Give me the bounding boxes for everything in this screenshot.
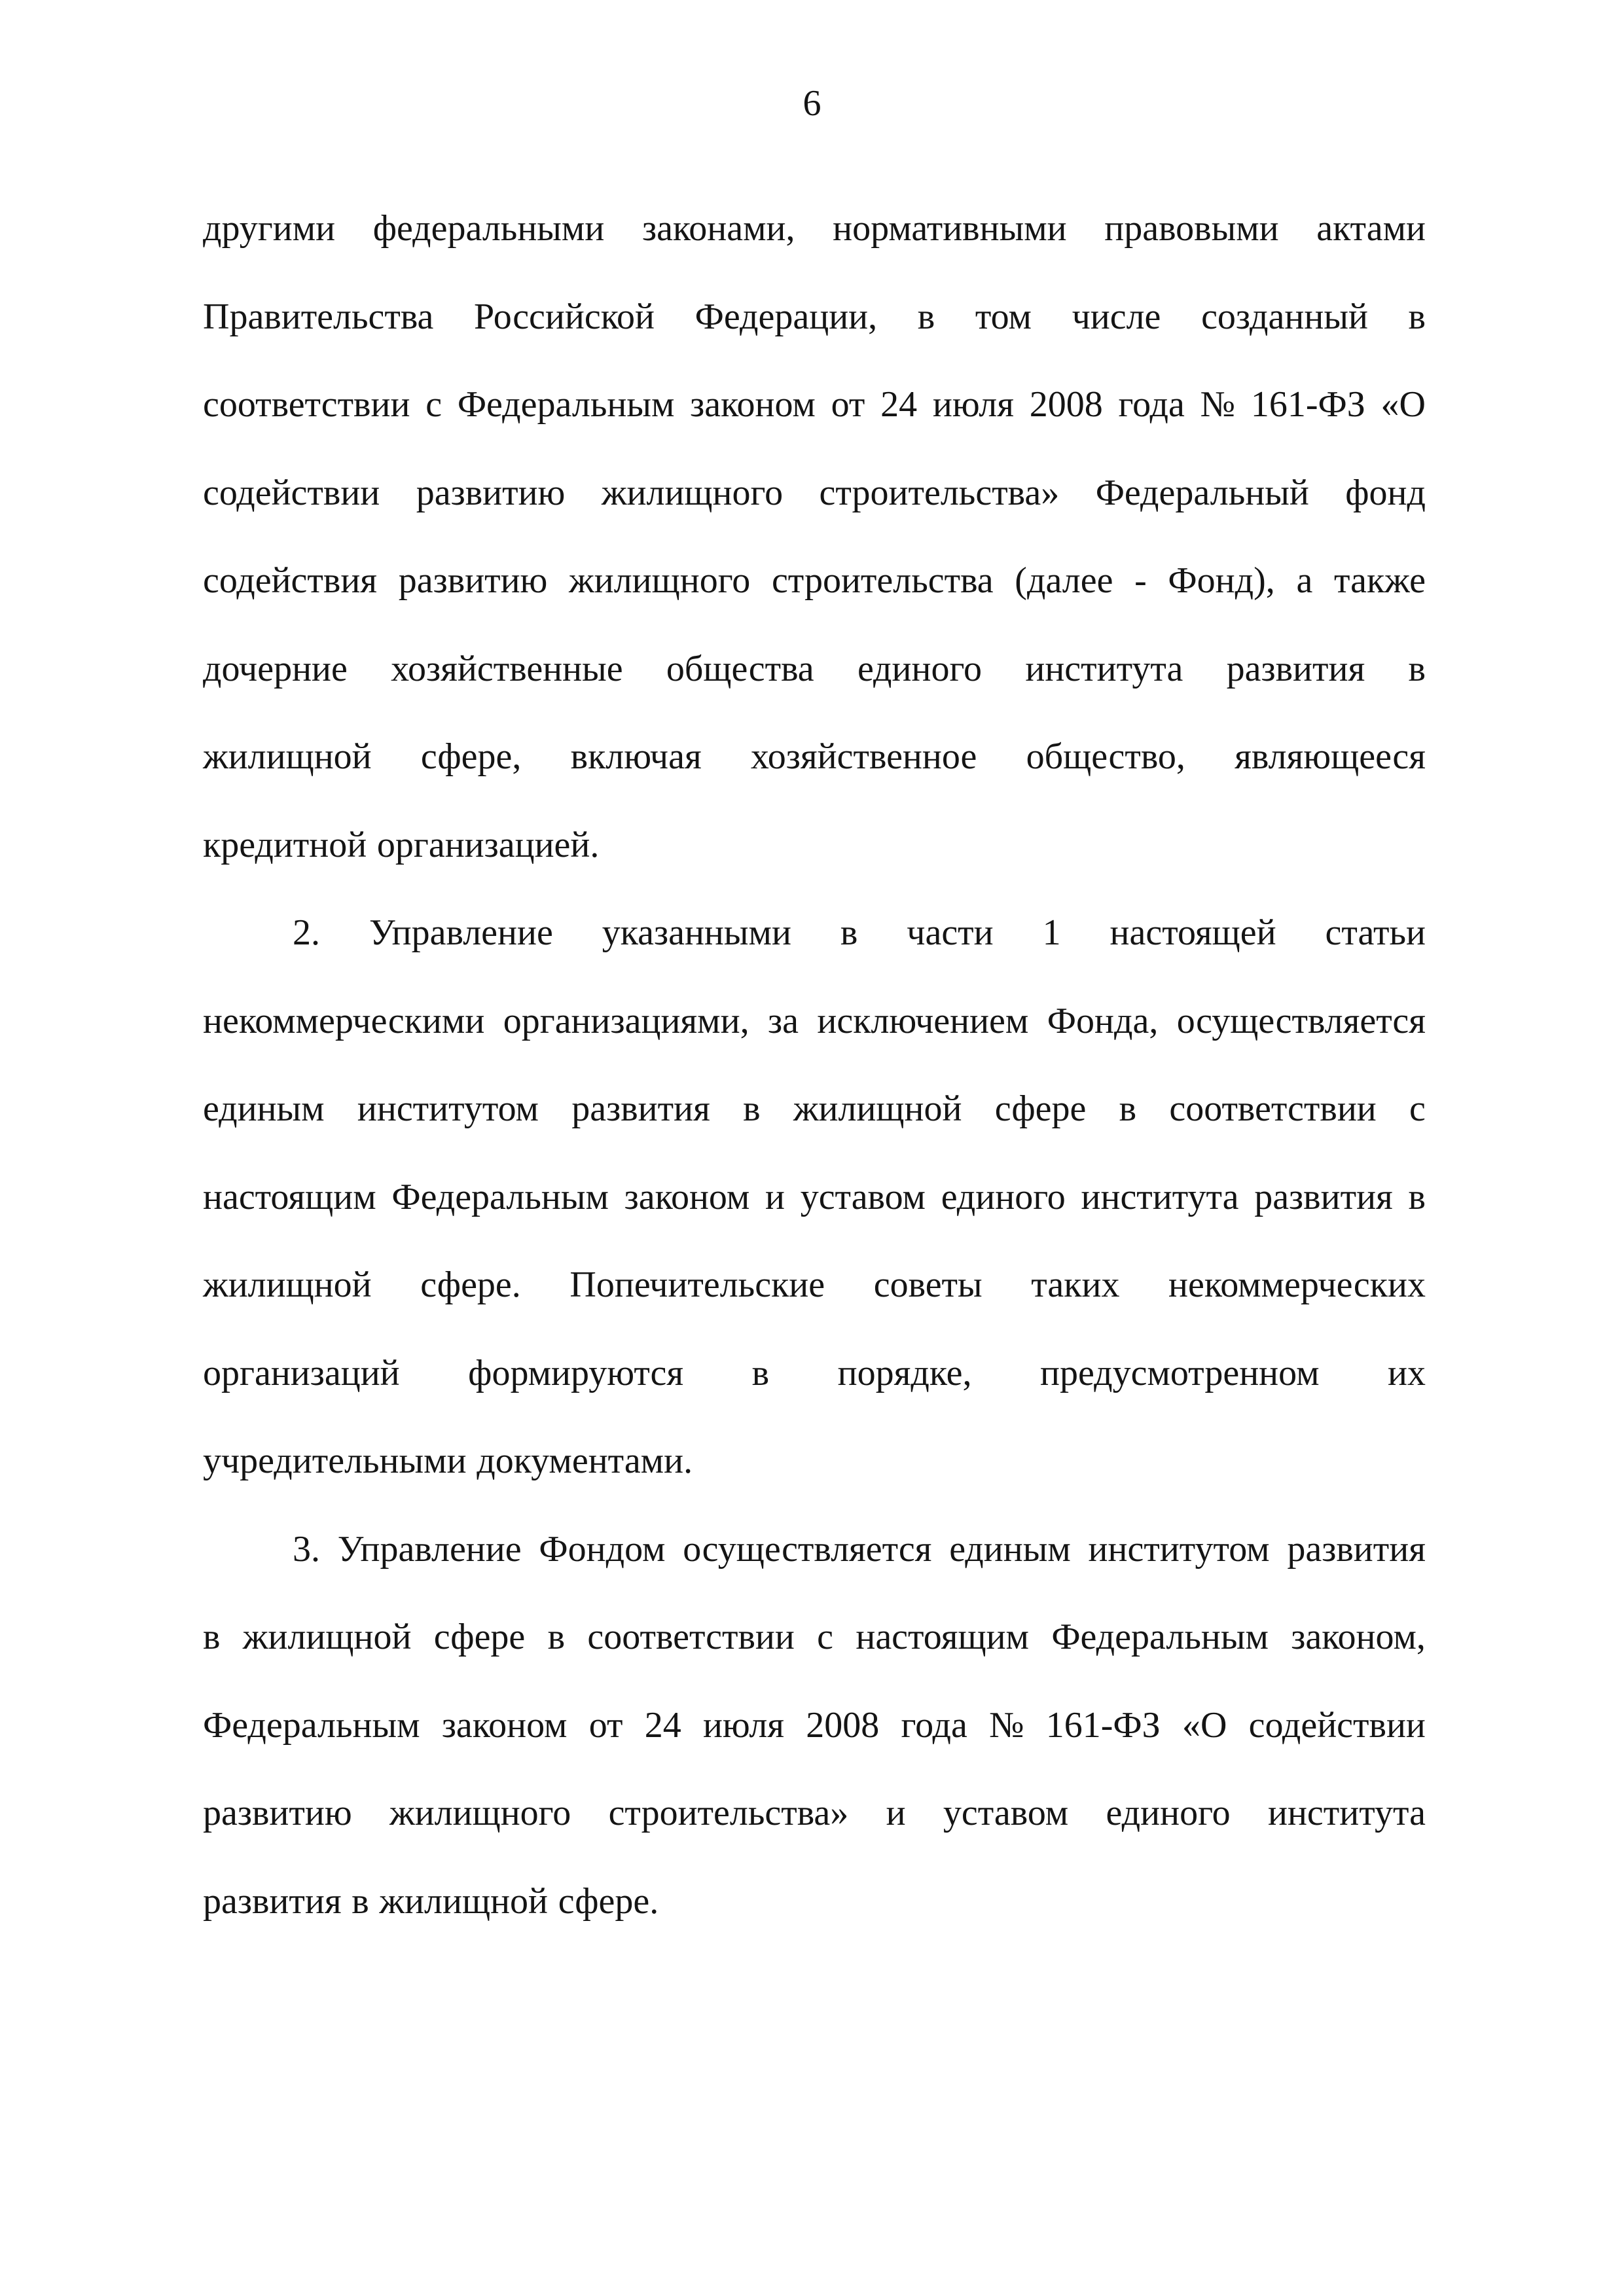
word: 24 <box>880 384 918 425</box>
word: от <box>588 1704 623 1746</box>
word: соответствии <box>203 384 410 425</box>
word: Фонда, <box>1047 1000 1159 1041</box>
word: жилищной <box>242 1617 412 1657</box>
word: дочерние <box>203 648 348 689</box>
text-line <box>203 1857 1426 1946</box>
word: организациями, <box>503 1000 749 1041</box>
word: года <box>1118 384 1185 425</box>
word: строительства» <box>819 472 1060 513</box>
word: единого <box>1106 1793 1231 1833</box>
word: организацией. <box>376 824 600 865</box>
text-line <box>203 185 1426 273</box>
word: а <box>1296 560 1313 601</box>
word: осуществляется <box>683 1528 932 1570</box>
word: документами. <box>477 1441 693 1481</box>
word: строительства» <box>608 1793 849 1833</box>
word: формируются <box>468 1352 684 1393</box>
word: содействии <box>203 472 380 513</box>
text-line <box>203 273 1426 361</box>
text-line <box>203 1153 1426 1242</box>
word: указанными <box>602 912 791 953</box>
word: другими <box>203 208 336 249</box>
word: года <box>901 1704 967 1746</box>
word: жилищного <box>389 1793 571 1833</box>
word: «О <box>1182 1704 1227 1746</box>
text-line <box>203 1329 1426 1418</box>
word: с <box>817 1617 834 1657</box>
word: развития <box>571 1088 710 1129</box>
word: созданный <box>1201 296 1368 337</box>
word: соответствии <box>587 1617 795 1657</box>
word: законом <box>690 384 816 425</box>
word: числе <box>1072 296 1161 337</box>
text-line <box>203 1593 1426 1681</box>
word: порядке, <box>837 1352 972 1393</box>
word: развитию <box>398 560 548 601</box>
word: № <box>1200 384 1236 425</box>
word: Управление <box>369 912 553 953</box>
word: настоящим <box>203 1176 376 1217</box>
word: жилищной <box>203 736 372 777</box>
word: соответствии <box>1169 1088 1377 1129</box>
word: 2008 <box>1029 384 1103 425</box>
word: уставом <box>943 1793 1069 1833</box>
word: Федеральным <box>457 384 675 425</box>
word: актами <box>1316 208 1426 249</box>
word: институтом <box>357 1088 539 1129</box>
word: являющееся <box>1235 736 1426 777</box>
word: (далее <box>1015 560 1113 601</box>
word: настоящей <box>1110 912 1276 953</box>
word: общество, <box>1026 736 1185 777</box>
word: жилищного <box>601 472 784 513</box>
word: 3. <box>293 1528 320 1570</box>
word: июля <box>702 1704 785 1746</box>
paragraph <box>203 185 1426 889</box>
word: уставом <box>800 1176 926 1217</box>
word: сфере. <box>420 1265 521 1305</box>
word: жилищного <box>569 560 751 601</box>
word: их <box>1388 1352 1426 1393</box>
word: института <box>1081 1176 1239 1217</box>
word: строительства <box>771 560 994 601</box>
word: общества <box>666 648 814 689</box>
word: 24 <box>644 1704 681 1746</box>
word: том <box>975 296 1032 337</box>
word: законом <box>441 1704 568 1746</box>
word: - <box>1134 560 1147 601</box>
word: законом <box>624 1176 750 1217</box>
word: учредительными <box>203 1441 467 1481</box>
word: с <box>1409 1088 1426 1129</box>
word: некоммерческими <box>203 1000 485 1041</box>
word: осуществляется <box>1176 1000 1426 1041</box>
word: развитию <box>416 472 566 513</box>
paragraph <box>203 1505 1426 1946</box>
word: сфере, <box>420 736 522 777</box>
word: в <box>840 912 858 953</box>
text-line <box>203 1417 1426 1505</box>
word: Федеральным <box>1051 1617 1269 1657</box>
word: в <box>547 1617 566 1657</box>
word: развития <box>203 1880 342 1922</box>
word: законами, <box>641 208 795 249</box>
word: от <box>831 384 865 425</box>
word: в <box>1119 1088 1137 1129</box>
text-line <box>203 1769 1426 1857</box>
word: части <box>907 912 994 953</box>
word: в <box>352 1880 369 1922</box>
word: предусмотренном <box>1040 1352 1320 1393</box>
word: 161-ФЗ <box>1250 384 1365 425</box>
document-body <box>203 185 1426 1945</box>
word: сфере <box>994 1088 1087 1129</box>
word: и <box>765 1176 785 1217</box>
word: организаций <box>203 1352 400 1393</box>
word: нормативными <box>833 208 1067 249</box>
word: развитию <box>203 1793 352 1833</box>
word: развития <box>1254 1176 1393 1217</box>
word: июля <box>932 384 1014 425</box>
word: «О <box>1380 384 1426 425</box>
word: советы <box>873 1265 983 1305</box>
word: Федеральным <box>391 1176 609 1217</box>
word: статьи <box>1325 912 1426 953</box>
word: в <box>917 296 935 337</box>
word: жилищной <box>379 1880 549 1922</box>
word: содействия <box>203 560 378 601</box>
text-line <box>203 713 1426 801</box>
word: жилищной <box>203 1265 372 1305</box>
word: в <box>1408 1176 1426 1217</box>
word: таких <box>1031 1265 1120 1305</box>
word: единым <box>949 1528 1071 1570</box>
word: развития <box>1287 1528 1426 1570</box>
word: хозяйственные <box>391 648 623 689</box>
text-line <box>203 1505 1426 1594</box>
text-line <box>203 977 1426 1066</box>
word: Фондом <box>539 1528 666 1570</box>
word: 1 <box>1042 912 1061 953</box>
word: хозяйственное <box>750 736 977 777</box>
word: в <box>743 1088 761 1129</box>
word: исключением <box>817 1000 1029 1041</box>
word: с <box>425 384 442 425</box>
paragraph <box>203 889 1426 1505</box>
text-line <box>203 1681 1426 1770</box>
word: за <box>768 1000 799 1041</box>
word: институтом <box>1088 1528 1270 1570</box>
word: сфере <box>433 1617 526 1657</box>
word: фонд <box>1345 472 1426 513</box>
word: включая <box>570 736 702 777</box>
word: в <box>1408 296 1426 337</box>
word: Федеральным <box>203 1704 420 1746</box>
word: Правительства <box>203 296 434 337</box>
word: жилищной <box>793 1088 962 1129</box>
word: Управление <box>337 1528 522 1570</box>
word: Федеральный <box>1095 472 1309 513</box>
text-line <box>203 1065 1426 1153</box>
word: Федерации, <box>695 296 878 337</box>
word: единого <box>941 1176 1066 1217</box>
word: некоммерческих <box>1168 1265 1426 1305</box>
word: законом, <box>1291 1617 1426 1657</box>
word: в <box>203 1617 221 1657</box>
page-number: 6 <box>803 83 821 124</box>
word: настоящим <box>856 1617 1029 1657</box>
word: правовыми <box>1104 208 1279 249</box>
word: и <box>886 1793 906 1833</box>
word: содействии <box>1248 1704 1426 1746</box>
word: 161-ФЗ <box>1045 1704 1161 1746</box>
text-line <box>203 625 1426 713</box>
word: развития <box>1226 648 1365 689</box>
word: в <box>1408 648 1426 689</box>
word: Российской <box>474 296 655 337</box>
text-line <box>203 801 1426 889</box>
word: федеральными <box>372 208 605 249</box>
text-line <box>203 537 1426 625</box>
word: Попечительские <box>569 1265 825 1305</box>
word: № <box>989 1704 1024 1746</box>
word: 2008 <box>806 1704 880 1746</box>
word: кредитной <box>203 824 367 865</box>
word: единого <box>857 648 983 689</box>
word: сфере. <box>558 1880 659 1922</box>
text-line <box>203 1241 1426 1329</box>
text-line <box>203 361 1426 449</box>
word: института <box>1025 648 1183 689</box>
word: также <box>1333 560 1426 601</box>
text-line <box>203 449 1426 537</box>
word: Фонд), <box>1168 560 1275 601</box>
word: института <box>1267 1793 1426 1833</box>
word: единым <box>203 1088 325 1129</box>
word: 2. <box>293 912 320 953</box>
word: в <box>751 1352 770 1393</box>
text-line <box>203 889 1426 977</box>
